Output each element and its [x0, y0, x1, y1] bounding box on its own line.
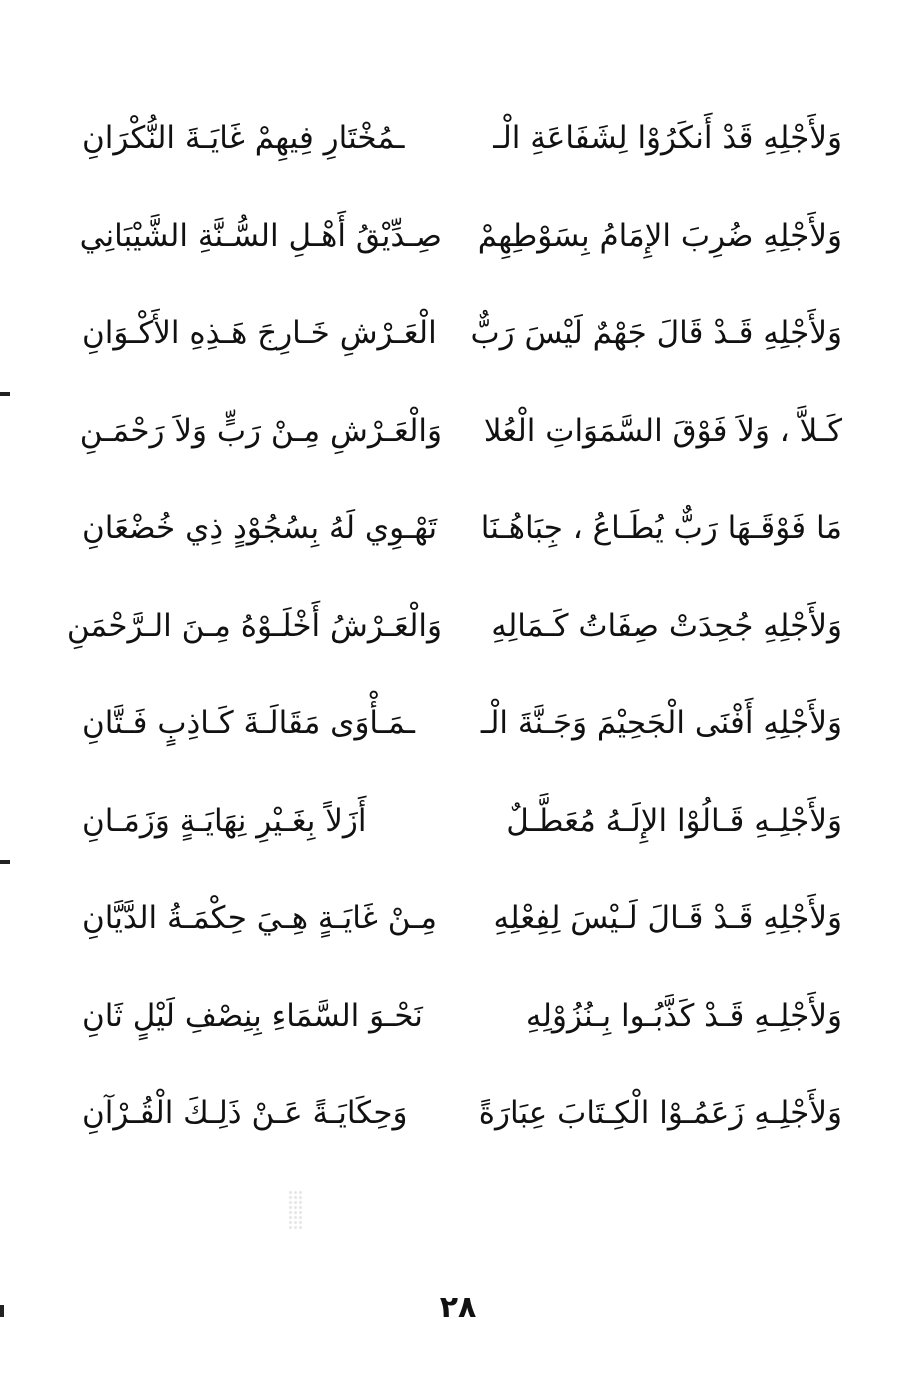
verse-line [60, 480, 860, 578]
verse-line [60, 285, 860, 383]
verse-first-hemistich: وَلأَجْلِـهِ قَـدْ كَذَّبُـوا بِـنُزُوْلِهِ [525, 997, 842, 1034]
verse-line [60, 578, 860, 676]
verse-line [60, 968, 860, 1066]
verse-second-hemistich: أَزَلاً بِغَـيْرِ نِهَايَـةٍ وَزَمَـانِ [82, 802, 367, 839]
verse-line [60, 675, 860, 773]
verse-second-hemistich: مِـنْ غَايَـةٍ هِـيَ حِكْمَـةُ الدَّيَّانِ [82, 900, 438, 937]
verse-second-hemistich: تَهْـوِي لَهُ بِسُجُوْدٍ ذِي خُضْعَانِ [82, 510, 438, 547]
verse-first-hemistich: وَلأَجْلِهِ جُحِدَتْ صِفَاتُ كَـمَالِهِ [491, 607, 842, 644]
page-number: ٢٨ [439, 1290, 477, 1325]
verse-first-hemistich: وَلأَجْلِهِ قَـدْ قَـالَ لَـيْسَ لِفِعْلِهِ [493, 900, 842, 937]
verse-first-hemistich: كَـلاَّ ، وَلاَ فَوْقَ السَّمَوَاتِ الْعُلا [483, 412, 842, 449]
verse-first-hemistich: وَلأَجْلِهِ ضُرِبَ الإِمَامُ بِسَوْطِهِمْ [477, 217, 842, 254]
verse-second-hemistich: ـمَـأْوَى مَقَالَـةَ كَـاذِبٍ فَـتَّانِ [82, 705, 415, 742]
verse-line [60, 90, 860, 188]
verse-first-hemistich: وَلأَجْلِـهِ زَعَمُـوْا الْكِـتَابَ عِبَارَةً [478, 1095, 842, 1132]
scan-edge-mark [0, 860, 10, 864]
verse-line [60, 773, 860, 871]
scan-noise [288, 1190, 302, 1230]
verse-line [60, 383, 860, 481]
verse-first-hemistich: وَلأَجْلِهِ قَدْ أَنكَرُوْا لِشَفَاعَةِ الْـ [493, 120, 842, 157]
verse-first-hemistich: وَلأَجْلِهِ قَـدْ قَالَ جَهْمٌ لَيْسَ رَبٌّ [470, 315, 842, 352]
scan-edge-mark [0, 1305, 4, 1317]
verse-second-hemistich: صِـدِّيْقُ أَهْـلِ السُّـنَّةِ الشَّيْبَانِي [79, 217, 442, 254]
scan-edge-mark [0, 392, 10, 396]
verse-second-hemistich: وَحِكَايَـةً عَـنْ ذَلِـكَ الْقُـرْآنِ [82, 1095, 408, 1132]
verse-second-hemistich: الْعَـرْشِ خَـارِجَ هَـذِهِ الأَكْـوَانِ [82, 315, 437, 352]
poem-body [60, 90, 860, 1163]
verse-first-hemistich: وَلأَجْلِهِ أَفْنَى الْجَحِيْمَ وَجَـنَّةَ الْـ [480, 705, 842, 742]
verse-second-hemistich: وَالْعَـرْشِ مِـنْ رَبٍّ وَلاَ رَحْمَـنِ [79, 412, 442, 449]
verse-first-hemistich: وَلأَجْلِـهِ قَـالُوْا الإِلَـهُ مُعَطَّـلٌ [506, 802, 842, 839]
verse-line [60, 870, 860, 968]
verse-second-hemistich: وَالْعَـرْشُ أَخْلَـوْهُ مِـنَ الـرَّحْمَنِ [66, 607, 442, 644]
verse-line [60, 188, 860, 286]
verse-first-hemistich: مَا فَوْقَـهَا رَبٌّ يُطَـاعُ ، جِبَاهُـنَا [480, 510, 842, 547]
verse-line [60, 1065, 860, 1163]
verse-second-hemistich: ـمُخْتَارِ فِيهِمْ غَايَـةَ النُّكْرَانِ [82, 120, 405, 157]
verse-second-hemistich: نَحْـوَ السَّمَاءِ بِنِصْفِ لَيْلٍ ثَانِ [82, 997, 423, 1034]
